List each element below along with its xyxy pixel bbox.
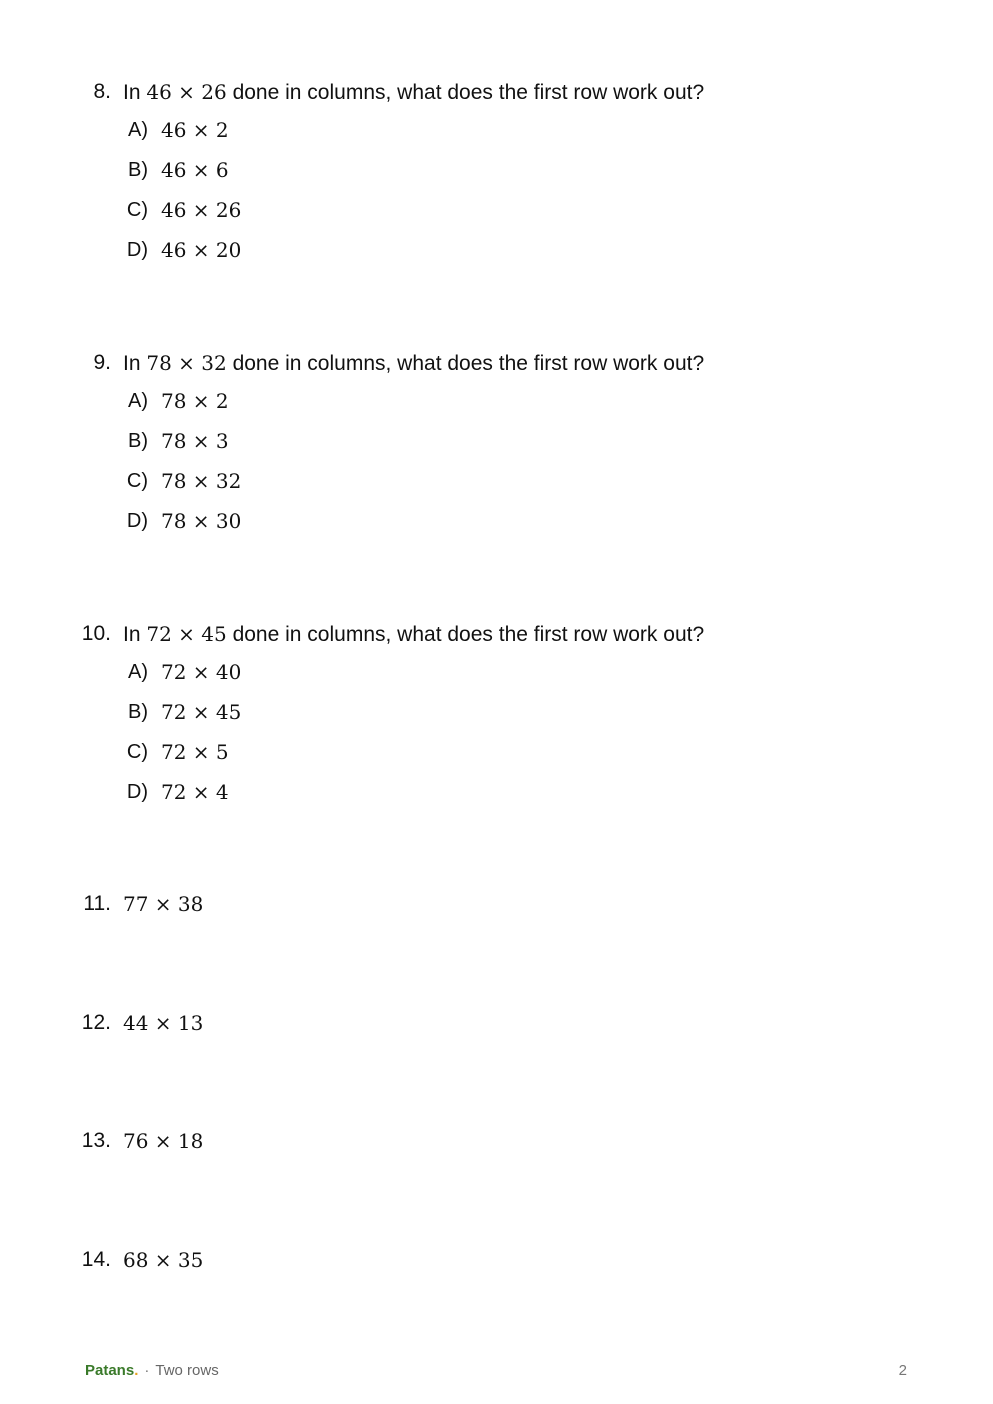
option-c[interactable] [0,195,993,235]
page-footer [85,1361,219,1381]
question-11 [0,889,993,919]
question-suffix: done in columns, what does the first row work out? [226,81,705,104]
question-expression: 72 × 45 [146,622,227,646]
question-prefix: In [123,81,147,104]
option-b[interactable] [0,426,993,466]
question-number: 8. [93,80,111,103]
question-number: 14. [81,1248,111,1271]
question-suffix: done in columns, what does the first row work out? [226,623,705,646]
option-letter: D) [126,239,148,261]
option-expression: 72 × 40 [161,660,242,684]
question-expression: 46 × 26 [146,80,227,104]
question-suffix: done in columns, what does the first row work out? [226,352,705,375]
option-expression: 78 × 32 [161,469,242,493]
question-expression: 78 × 32 [146,351,227,375]
question-stem [0,889,993,919]
option-expression: 72 × 45 [161,700,242,724]
option-letter: C) [126,199,148,221]
option-a[interactable] [0,657,993,697]
option-expression: 78 × 3 [161,429,229,453]
question-expression: 68 × 35 [123,1248,204,1272]
option-letter: A) [128,390,148,412]
question-prefix: In [123,352,147,375]
option-a[interactable] [0,115,993,155]
option-c[interactable] [0,466,993,506]
question-expression: 77 × 38 [123,892,204,916]
question-number: 11. [83,892,111,915]
option-expression: 46 × 2 [161,118,229,142]
question-14 [0,1245,993,1275]
option-expression: 72 × 5 [161,740,229,764]
question-expression: 44 × 13 [123,1011,204,1035]
answer-options [0,386,993,546]
option-letter: C) [126,741,148,763]
footer-title: Two rows [155,1362,219,1379]
question-stem [0,1245,993,1275]
option-expression: 46 × 6 [161,158,229,182]
question-number: 12. [81,1011,111,1034]
option-b[interactable] [0,155,993,195]
question-8 [0,77,993,275]
option-a[interactable] [0,386,993,426]
option-letter: A) [128,119,148,141]
page-number: 2 [898,1362,907,1379]
option-letter: C) [126,470,148,492]
option-letter: B) [128,430,148,452]
option-expression: 78 × 2 [161,389,229,413]
question-9 [0,348,993,546]
question-12 [0,1008,993,1038]
question-expression: 76 × 18 [123,1129,204,1153]
question-number: 13. [81,1129,111,1152]
option-d[interactable] [0,777,993,817]
question-number: 9. [93,351,111,374]
question-stem [0,1008,993,1038]
option-expression: 46 × 26 [161,198,242,222]
option-letter: A) [128,661,148,683]
question-10 [0,619,993,817]
question-13 [0,1126,993,1156]
answer-options [0,657,993,817]
answer-options [0,115,993,275]
option-letter: D) [126,510,148,532]
option-letter: B) [128,159,148,181]
option-letter: D) [126,781,148,803]
question-stem [0,619,993,649]
option-letter: B) [128,701,148,723]
question-prefix: In [123,623,147,646]
brand-logo-dot: . [134,1362,139,1379]
option-c[interactable] [0,737,993,777]
question-stem [0,1126,993,1156]
option-d[interactable] [0,235,993,275]
brand-logo: Patans [85,1362,135,1379]
option-b[interactable] [0,697,993,737]
option-expression: 46 × 20 [161,238,242,262]
question-number: 10. [81,622,111,645]
option-expression: 78 × 30 [161,509,242,533]
question-stem [0,348,993,378]
question-stem [0,77,993,107]
footer-separator: · [144,1362,150,1379]
option-expression: 72 × 4 [161,780,229,804]
option-d[interactable] [0,506,993,546]
